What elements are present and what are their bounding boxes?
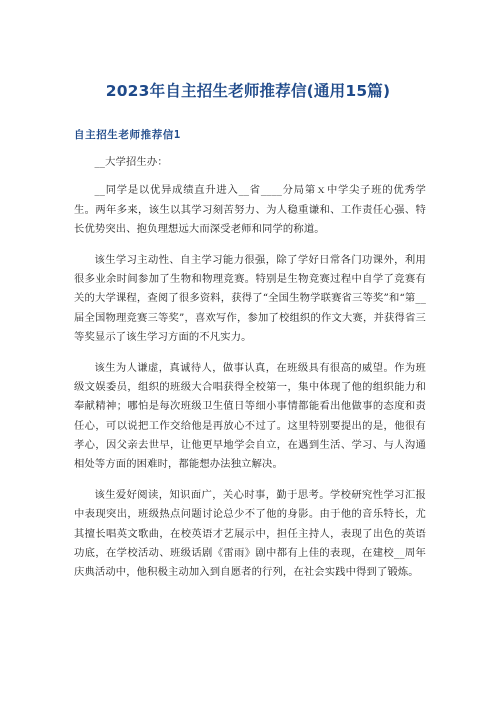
document-title: 2023年自主招生老师推荐信(通用15篇) — [105, 82, 391, 100]
paragraph-3: 该生为人谦虚，真诚待人，做事认真，在班级具有很高的威望。作为班级文娱委员，组织的班级大合唱获得全校第一，集中体现了他的组织能力和奉献精神；哪怕是每次班级卫生值日等细小事情都能看出他做事的态度和责任心，可以说把工作交给他是再放心不过了。这里特别要提出的是，他很有孝心，因父亲去世早，让他更早地学会自立，在遇到生活、学习、与人沟通相处等方面的困难时，都能想办法独立解决。 — [74, 361, 426, 471]
section-heading: 自主招生老师推荐信1 — [74, 129, 181, 141]
letter-body — [74, 153, 426, 594]
paragraph-4: 该生爱好阅读，知识面广，关心时事，勤于思考。学校研究性学习汇报中表现突出，班级热点问题讨论总少不了他的身影。由于他的音乐特长，尤其擅长唱英文歌曲，在校英语才艺展示中，担任主持人，表现了出色的英语功底，在学校活动、班级话剧《雷雨》剧中都有上佳的表现，在建校__周年庆典活动中，他积极主动加入到自愿者的行列，在社会实践中得到了锻炼。 — [74, 488, 426, 579]
paragraph-2: 该生学习主动性、自主学习能力很强，除了学好日常各门功课外，利用很多业余时间参加了生物和物理竞赛。特别是生物竞赛过程中自学了竞赛有关的大学课程，查阅了很多资料，获得了“全国生物学联赛省三等奖”和“第__届全国物理竞赛三等奖”，喜欢写作，参加了校组织的作文大赛，并获得省三等奖显示了该生学习方面的不凡实力。 — [74, 253, 426, 343]
paragraph-1: __同学是以优异成绩直升进入__省____分局第ｘ中学尖子班的优秀学生。两年多来，该生以其学习刻苦努力、为人稳重谦和、工作责任心强、特长优势突出、抱负理想远大而深受老师和同学的称道。 — [74, 184, 426, 235]
salutation: __大学招生办： — [94, 156, 168, 168]
